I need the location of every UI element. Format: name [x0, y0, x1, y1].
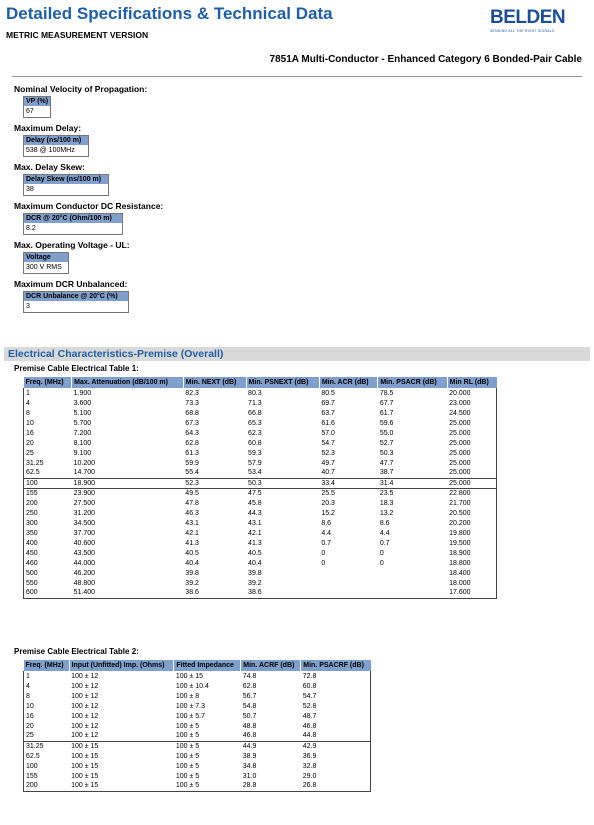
spec-header: DCR Unbalance @ 20°C (%): [24, 292, 128, 301]
table-cell: 0.7: [379, 539, 390, 547]
table-cell: 100 ± 15: [71, 772, 99, 780]
table-cell: 52.3: [183, 478, 246, 488]
column-header: Input (Unfitted) Imp. (Ohms): [69, 660, 174, 671]
table-cell: 31.0: [242, 772, 257, 780]
table-cell: 62.8: [185, 439, 199, 447]
table-cell: 64.3: [185, 429, 199, 437]
table-cell: 50.7: [242, 712, 257, 720]
table-cell: 82.3: [185, 389, 199, 397]
table-cell: 80.3: [248, 389, 262, 397]
table-cell: 60.8: [248, 439, 262, 447]
table-cell: 40.4: [185, 559, 199, 567]
spec-velocity-of-propagation: [14, 84, 574, 118]
spec-list: [14, 84, 574, 318]
table-cell: 67.7: [379, 399, 394, 407]
table-cell: 32.8: [302, 762, 317, 770]
spec-value: 67: [24, 106, 50, 117]
table-cell: 20.000: [449, 389, 471, 397]
table-cell: 46.8: [242, 732, 257, 740]
table-cell: 31.25: [26, 459, 44, 467]
table-row: [24, 398, 497, 408]
table-cell: 21.700: [449, 499, 471, 507]
table-cell: 62.5: [26, 469, 40, 477]
table-cell: 40.600: [73, 539, 96, 547]
document-subtitle: METRIC MEASUREMENT VERSION: [6, 30, 149, 40]
table-cell: 14.700: [73, 469, 96, 477]
table-cell: 100 ± 5: [175, 722, 200, 730]
table-cell: 46.200: [73, 569, 96, 577]
table-cell: 8.6: [321, 519, 332, 527]
table-cell: 80.5: [321, 389, 335, 397]
table-cell: 41.3: [185, 539, 199, 547]
table-cell: 40.7: [321, 469, 335, 477]
table-cell: 100 ± 15: [71, 752, 99, 760]
table-cell: 25.000: [449, 429, 471, 437]
table-cell: 48.8: [242, 722, 257, 730]
table-cell: 8.6: [379, 519, 390, 527]
table-cell: 54.8: [242, 702, 257, 710]
table-cell: 600: [26, 589, 38, 597]
table-cell: 23.000: [449, 399, 471, 407]
table-cell: 4: [26, 399, 30, 407]
column-header: Freq. (MHz): [24, 377, 72, 388]
table-row: [24, 588, 497, 598]
table-cell: [378, 578, 447, 588]
table-cell: 100 ± 8: [175, 692, 200, 700]
table-cell: 44.3: [248, 509, 262, 517]
spec-header: DCR @ 20°C (Ohm/100 m): [24, 214, 122, 223]
table-cell: 20.3: [321, 499, 335, 507]
table-cell: 59.9: [185, 459, 199, 467]
spec-box: [23, 252, 69, 274]
table-cell: 19.800: [449, 529, 471, 537]
spec-dcr-unbalance: [14, 279, 574, 313]
table-cell: 61.3: [185, 449, 199, 457]
table-cell: 155: [24, 488, 72, 498]
table-cell: 52.3: [321, 449, 335, 457]
table-row: [24, 691, 371, 701]
table-cell: 72.8: [302, 672, 317, 680]
table-cell: 38.9: [242, 752, 257, 760]
table-cell: 71.3: [248, 399, 262, 407]
table-cell: 16: [26, 712, 34, 720]
table-cell: 100 ± 5: [175, 772, 200, 780]
table-cell: 54.7: [302, 692, 317, 700]
table-cell: 40.5: [248, 549, 262, 557]
table-cell: 200: [26, 782, 38, 790]
table-cell: 28.8: [242, 782, 257, 790]
table-cell: 23.900: [72, 488, 184, 498]
table-cell: 52.8: [302, 702, 317, 710]
column-header: Freq. (MHz): [24, 660, 70, 671]
table-row: [24, 701, 371, 711]
table-cell: 19.500: [449, 539, 471, 547]
table-cell: 100: [26, 762, 38, 770]
table-cell: 50.3: [379, 449, 394, 457]
spec-header: Delay (ns/100 m): [24, 136, 88, 145]
table-row: [24, 671, 371, 681]
table-cell: 5.100: [73, 409, 92, 417]
table-cell: 55.0: [379, 429, 394, 437]
spec-title: Max. Operating Voltage - UL:: [14, 240, 130, 250]
column-header: Min. ACRF (dB): [241, 660, 301, 671]
table-cell: 27.500: [73, 499, 96, 507]
table-cell: 100 ± 12: [71, 732, 99, 740]
table-cell: 9.100: [73, 449, 92, 457]
table-cell: 25.5: [319, 488, 378, 498]
table-cell: 25.000: [449, 469, 471, 477]
spec-title: Maximum Conductor DC Resistance:: [14, 201, 164, 211]
table-row: [24, 761, 371, 771]
table-cell: 20: [26, 722, 34, 730]
spec-title: Nominal Velocity of Propagation:: [14, 84, 148, 94]
table-row: [24, 751, 371, 761]
table-cell: 550: [26, 579, 38, 587]
table-cell: 100 ± 12: [71, 692, 99, 700]
table-cell: 20: [26, 439, 34, 447]
table-cell: 40.5: [185, 549, 199, 557]
table-cell: 100 ± 12: [71, 682, 99, 690]
table-cell: 34.8: [242, 762, 257, 770]
table-cell: 61.7: [379, 409, 394, 417]
table-cell: 25.000: [449, 459, 471, 467]
table-cell: 38.6: [248, 589, 262, 597]
column-header: Max. Attenuation (dB/100 m): [72, 377, 184, 388]
column-header: Min. PSACRF (dB): [301, 660, 371, 671]
spec-box: [23, 291, 129, 313]
column-header: Min. PSACR (dB): [378, 377, 447, 388]
table-cell: 25: [26, 449, 34, 457]
table-row: [24, 478, 497, 488]
table-cell: 13.2: [379, 509, 394, 517]
table-cell: 36.9: [302, 752, 317, 760]
spec-title: Maximum Delay:: [14, 123, 82, 133]
table-cell: 100 ± 5: [175, 782, 200, 790]
table-cell: 18.000: [449, 579, 471, 587]
table-cell: 54.7: [321, 439, 335, 447]
belden-logo: [490, 8, 572, 40]
spec-box: [23, 96, 51, 118]
table-cell: 0.7: [321, 539, 332, 547]
table-cell: 44.000: [73, 559, 96, 567]
table-cell: 62.5: [26, 752, 40, 760]
table-cell: 100 ± 10.4: [175, 682, 209, 690]
spec-maximum-delay: [14, 123, 574, 157]
column-header: Min. ACR (dB): [319, 377, 378, 388]
spec-dc-resistance: [14, 201, 574, 235]
table-cell: 25.000: [449, 449, 471, 457]
table-cell: 3.600: [73, 399, 92, 407]
table-cell: 0: [379, 549, 384, 557]
table-cell: 26.8: [302, 782, 317, 790]
table-row: [24, 388, 497, 398]
table-cell: 500: [26, 569, 38, 577]
table-cell: 0: [379, 559, 384, 567]
table-cell: 250: [26, 509, 38, 517]
table-cell: 42.9: [301, 741, 371, 751]
table-cell: 4: [26, 682, 30, 690]
table-cell: 62.3: [248, 429, 262, 437]
table-cell: 41.3: [248, 539, 262, 547]
spec-value: 8.2: [24, 223, 122, 234]
table-row: [24, 548, 497, 558]
table-cell: 18.800: [449, 559, 471, 567]
table-cell: 44.8: [302, 732, 317, 740]
table-cell: 31.200: [73, 509, 96, 517]
table-cell: 4.4: [321, 529, 332, 537]
table-cell: 38.7: [379, 469, 394, 477]
table-cell: 31.4: [378, 478, 447, 488]
table-cell: 69.7: [321, 399, 335, 407]
table-cell: 43.1: [185, 519, 199, 527]
table-cell: 60.8: [302, 682, 317, 690]
header-divider: [12, 76, 582, 77]
table-cell: 1.900: [73, 389, 92, 397]
table-cell: 20.500: [449, 509, 471, 517]
table-cell: 53.4: [248, 469, 262, 477]
table-cell: 39.8: [185, 569, 199, 577]
table-cell: 74.8: [242, 672, 257, 680]
table-cell: 0: [321, 559, 326, 567]
table-cell: 31.25: [24, 741, 70, 751]
table-cell: 47.7: [379, 459, 394, 467]
table-cell: 48.800: [73, 579, 96, 587]
table-cell: 44.9: [241, 741, 301, 751]
table-row: [24, 741, 371, 751]
spec-value: 300 V RMS: [24, 262, 68, 273]
table-cell: 22.800: [447, 488, 496, 498]
table-cell: 100 ± 12: [71, 672, 99, 680]
spec-title: Max. Delay Skew:: [14, 162, 85, 172]
table-row: [24, 458, 497, 468]
table-cell: 59.6: [379, 419, 394, 427]
table-row: [24, 731, 371, 741]
table-cell: 18.900: [72, 478, 184, 488]
table-cell: 100 ± 5: [175, 762, 200, 770]
table-header-row: [24, 377, 497, 388]
spec-title: Maximum DCR Unbalanced:: [14, 279, 128, 289]
table-cell: 33.4: [319, 478, 378, 488]
table-cell: 57.0: [321, 429, 335, 437]
table-cell: 62.8: [242, 682, 257, 690]
table-cell: [378, 588, 447, 598]
table-cell: 450: [26, 549, 38, 557]
table-cell: 57.9: [248, 459, 262, 467]
table-cell: 46.3: [185, 509, 199, 517]
table-row: [24, 771, 371, 781]
table-row: [24, 448, 497, 458]
table-cell: 51.400: [73, 589, 96, 597]
table-cell: 8: [26, 692, 30, 700]
table-cell: 100 ± 5.7: [175, 712, 205, 720]
table-cell: 43.1: [248, 519, 262, 527]
table-cell: 25: [26, 732, 34, 740]
table-row: [24, 408, 497, 418]
table-cell: 48.7: [302, 712, 317, 720]
table-cell: 4.4: [379, 529, 390, 537]
table1-title: Premise Cable Electrical Table 1:: [14, 364, 139, 373]
table-cell: 40.4: [248, 559, 262, 567]
table-cell: 15.2: [321, 509, 335, 517]
spec-delay-skew: [14, 162, 574, 196]
table-cell: 49.7: [321, 459, 335, 467]
table-cell: 55.4: [185, 469, 199, 477]
document-title: Detailed Specifications & Technical Data: [6, 4, 333, 23]
table-cell: 52.7: [379, 439, 394, 447]
electrical-table-2: [23, 660, 371, 792]
table-cell: 10.200: [73, 459, 96, 467]
table-cell: 47.8: [185, 499, 199, 507]
column-header: Min. NEXT (dB): [183, 377, 246, 388]
section-title: Electrical Characteristics-Premise (Overall): [4, 347, 590, 361]
table-cell: [319, 588, 378, 598]
table-cell: 100 ± 7.3: [175, 702, 205, 710]
table-cell: 350: [26, 529, 38, 537]
table-cell: 20.200: [449, 519, 471, 527]
table-cell: 100 ± 15: [71, 762, 99, 770]
table-cell: 155: [26, 772, 38, 780]
table-row: [24, 428, 497, 438]
table-cell: 47.5: [246, 488, 319, 498]
spec-header: Voltage: [24, 253, 68, 262]
spec-box: [23, 213, 123, 235]
table-cell: 59.3: [248, 449, 262, 457]
table-cell: 18.400: [449, 569, 471, 577]
table-cell: 100 ± 15: [69, 741, 174, 751]
table-cell: 400: [26, 539, 38, 547]
table-cell: 63.7: [321, 409, 335, 417]
table-cell: 56.7: [242, 692, 257, 700]
table-cell: 100: [24, 478, 72, 488]
spec-header: VP (%): [26, 98, 49, 105]
spec-value: 3: [24, 301, 128, 312]
table-cell: 100 ± 5: [174, 741, 241, 751]
table-cell: 50.3: [246, 478, 319, 488]
table-row: [24, 508, 497, 518]
table-row: [24, 721, 371, 731]
table-cell: 45.8: [248, 499, 262, 507]
column-header: Min. PSNEXT (dB): [246, 377, 319, 388]
table-row: [24, 578, 497, 588]
table-cell: [319, 568, 378, 578]
table-cell: 100 ± 5: [175, 752, 200, 760]
table-cell: 7.200: [73, 429, 92, 437]
table-cell: 61.6: [321, 419, 335, 427]
column-header: Min RL (dB): [447, 377, 496, 388]
table-cell: 39.2: [185, 579, 199, 587]
table-cell: 10: [26, 419, 34, 427]
table-row: [24, 568, 497, 578]
table-cell: 25.000: [447, 478, 496, 488]
table-cell: 67.3: [185, 419, 199, 427]
table-cell: 73.3: [185, 399, 199, 407]
table-row: [24, 438, 497, 448]
table-cell: 10: [26, 702, 34, 710]
table-cell: 23.5: [378, 488, 447, 498]
table-cell: 200: [26, 499, 38, 507]
table-cell: [378, 568, 447, 578]
spec-value: 38: [24, 184, 108, 195]
spec-box: [23, 174, 109, 196]
table-cell: 38.6: [185, 589, 199, 597]
table-row: [24, 518, 497, 528]
table-cell: 39.8: [248, 569, 262, 577]
table-cell: 100 ± 15: [71, 782, 99, 790]
table-row: [24, 418, 497, 428]
table-cell: 34.500: [73, 519, 96, 527]
table-row: [24, 711, 371, 721]
table-cell: 25.000: [449, 419, 471, 427]
table-row: [24, 468, 497, 478]
table-cell: 100 ± 12: [71, 702, 99, 710]
table-row: [24, 488, 497, 498]
spec-value: 538 @ 100MHz: [24, 145, 88, 156]
table-cell: 100 ± 5: [175, 732, 200, 740]
table-cell: 300: [26, 519, 38, 527]
table-cell: 8.100: [73, 439, 92, 447]
table-row: [24, 781, 371, 791]
table-cell: 1: [26, 672, 30, 680]
table-row: [24, 558, 497, 568]
table-cell: 46.8: [302, 722, 317, 730]
table-cell: 66.8: [248, 409, 262, 417]
table-cell: 18.900: [449, 549, 471, 557]
table-cell: 16: [26, 429, 34, 437]
table-cell: 100 ± 12: [71, 712, 99, 720]
table-row: [24, 538, 497, 548]
table-cell: 49.5: [183, 488, 246, 498]
product-description: 7851A Multi-Conductor - Enhanced Category 6 Bonded-Pair Cable: [269, 54, 582, 65]
column-header: Fitted Impedance: [174, 660, 241, 671]
table-cell: 42.1: [248, 529, 262, 537]
table-cell: 460: [26, 559, 38, 567]
table-header-row: [24, 660, 371, 671]
table-cell: 18.3: [379, 499, 394, 507]
table-row: [24, 498, 497, 508]
table-cell: 42.1: [185, 529, 199, 537]
table-cell: 78.5: [379, 389, 394, 397]
logo-tagline: SENDING ALL THE RIGHT SIGNALS: [490, 29, 555, 33]
table-cell: 0: [321, 549, 326, 557]
table-cell: 100 ± 15: [175, 672, 204, 680]
table-cell: 24.500: [449, 409, 471, 417]
spec-box: [23, 135, 89, 157]
table-cell: 43.500: [73, 549, 96, 557]
electrical-table-1: [23, 377, 497, 599]
spec-header: Delay Skew (ns/100 m): [24, 175, 108, 184]
table-cell: 29.0: [302, 772, 317, 780]
table-cell: [319, 578, 378, 588]
table-cell: 68.8: [185, 409, 199, 417]
table-cell: 17.600: [449, 589, 471, 597]
table-cell: 25.000: [449, 439, 471, 447]
table-cell: 37.700: [73, 529, 96, 537]
table-row: [24, 528, 497, 538]
table-cell: 100 ± 12: [71, 722, 99, 730]
table-cell: 65.3: [248, 419, 262, 427]
table-cell: 5.700: [73, 419, 92, 427]
table-cell: 1: [26, 389, 30, 397]
table-row: [24, 681, 371, 691]
logo-wordmark: BELDEN: [490, 7, 566, 28]
spec-operating-voltage: [14, 240, 574, 274]
table-cell: 39.2: [248, 579, 262, 587]
table2-title: Premise Cable Electrical Table 2:: [14, 647, 139, 656]
table-cell: 8: [26, 409, 30, 417]
